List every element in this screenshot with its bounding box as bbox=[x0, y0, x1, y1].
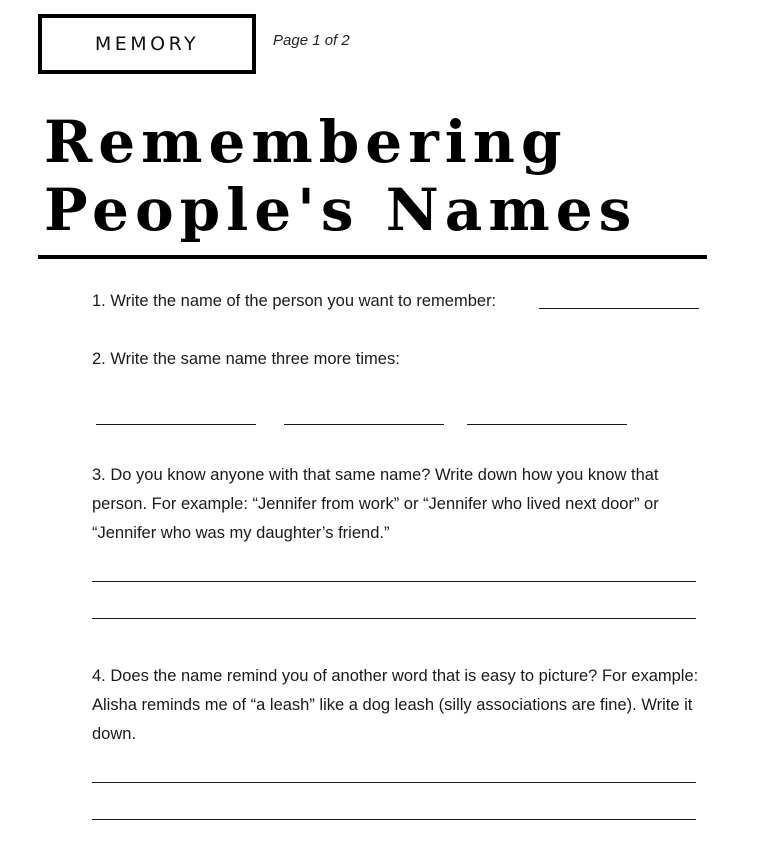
title-line-1: Remembering bbox=[44, 108, 568, 176]
question-2: 2. Write the same name three more times: bbox=[92, 350, 400, 368]
title-line-2: People's Names bbox=[44, 176, 638, 244]
question-1: 1. Write the name of the person you want to remember: bbox=[92, 292, 497, 310]
answer-line-q1[interactable] bbox=[539, 308, 699, 309]
answer-line-q2-a[interactable] bbox=[96, 424, 256, 425]
question-3: 3. Do you know anyone with that same name? Write down how you know that person. For example: “Jennifer from work” or “Jennifer who lived next door” or “Jennifer who was my daughter’s friend.” bbox=[92, 466, 659, 542]
page-title bbox=[44, 108, 637, 244]
category-label: MEMORY bbox=[94, 33, 200, 55]
answer-line-q2-b[interactable] bbox=[284, 424, 444, 425]
answer-line-q4-b[interactable] bbox=[92, 819, 696, 820]
title-divider bbox=[38, 255, 707, 259]
answer-line-q3-b[interactable] bbox=[92, 618, 696, 619]
answer-line-q2-c[interactable] bbox=[467, 424, 627, 425]
page-indicator: Page 1 of 2 bbox=[273, 32, 350, 49]
answer-line-q3-a[interactable] bbox=[92, 581, 696, 582]
question-4: 4. Does the name remind you of another word that is easy to picture? For example: Alisha reminds me of “a leash” like a dog leash (silly associations are fine). Write it down. bbox=[92, 667, 699, 743]
category-tag bbox=[38, 14, 256, 74]
answer-line-q4-a[interactable] bbox=[92, 782, 696, 783]
